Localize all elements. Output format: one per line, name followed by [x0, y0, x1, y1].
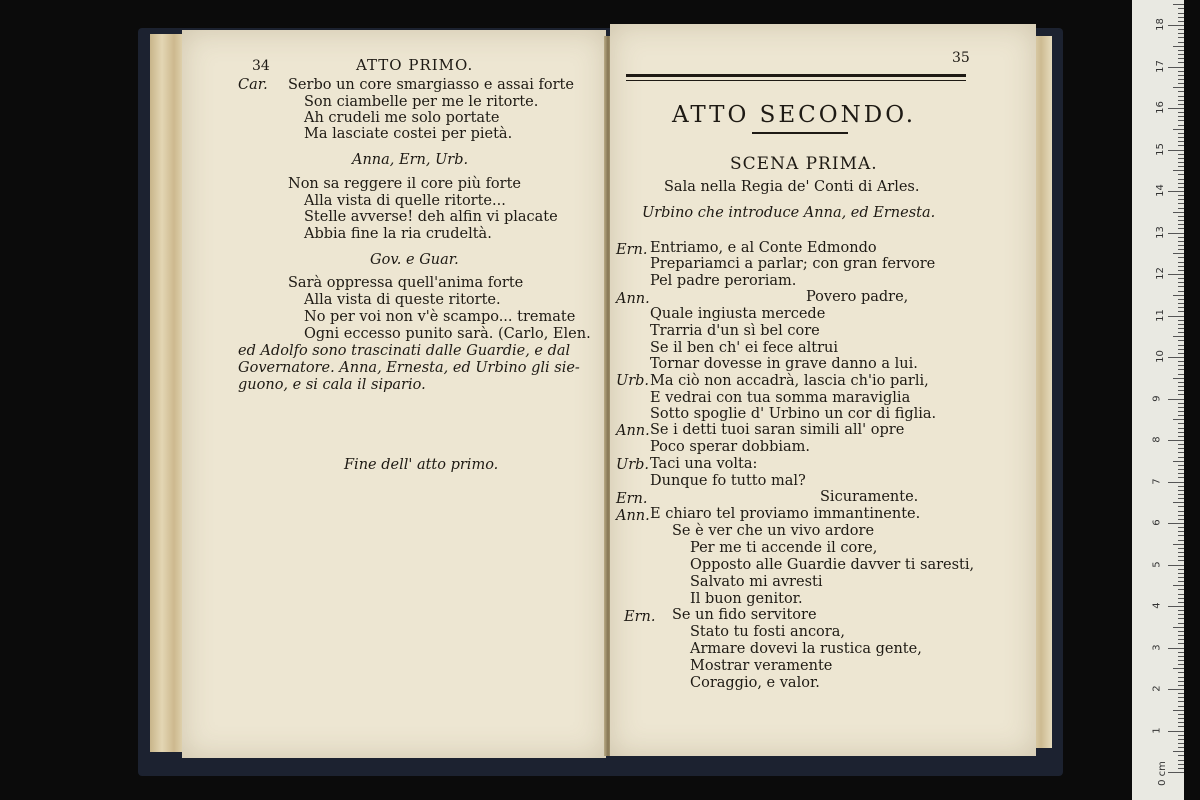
- ruler-tick: [1168, 67, 1184, 68]
- ruler-tick: [1178, 660, 1184, 661]
- ruler-tick: [1178, 477, 1184, 478]
- verse-line: E vedrai con tua somma maraviglia: [650, 390, 911, 406]
- verse-line: Serbo un core smargiasso e assai forte: [288, 77, 574, 93]
- ruler-tick: [1173, 710, 1184, 711]
- verse-line: Povero padre,: [806, 289, 909, 305]
- ruler-tick: [1178, 100, 1184, 101]
- ruler-tick: [1178, 701, 1184, 702]
- ruler-tick: [1178, 241, 1184, 242]
- ruler-tick: [1173, 87, 1184, 88]
- verse-line: Opposto alle Guardie davver ti saresti,: [690, 557, 975, 573]
- verse-line: Salvato mi avresti: [690, 574, 823, 590]
- ruler-tick: [1178, 116, 1184, 117]
- ruler-tick: [1178, 174, 1184, 175]
- ruler-tick: [1178, 75, 1184, 76]
- ruler-tick: [1178, 486, 1184, 487]
- ruler-tick: [1178, 394, 1184, 395]
- ruler-tick: [1178, 29, 1184, 30]
- ruler-tick: [1173, 751, 1184, 752]
- ruler-tick: [1178, 573, 1184, 574]
- ruler-tick: [1178, 33, 1184, 34]
- ruler-tick: [1178, 610, 1184, 611]
- ruler-tick: [1178, 303, 1184, 304]
- ruler-tick: [1178, 739, 1184, 740]
- ruler-tick: [1178, 423, 1184, 424]
- ruler-tick: [1178, 154, 1184, 155]
- ruler-number: 11: [1154, 308, 1166, 322]
- speaker-label: Car.: [238, 77, 268, 93]
- ruler-number: 17: [1154, 59, 1166, 73]
- ruler-tick: [1168, 648, 1184, 649]
- verse-line: Stato tu fosti ancora,: [690, 624, 845, 640]
- ruler-tick: [1178, 158, 1184, 159]
- ruler-tick: [1173, 378, 1184, 379]
- ruler-tick: [1178, 307, 1184, 308]
- ruler-tick: [1178, 332, 1184, 333]
- ruler-tick: [1178, 71, 1184, 72]
- ruler-tick: [1178, 137, 1184, 138]
- ruler-tick: [1178, 345, 1184, 346]
- ruler-tick: [1178, 735, 1184, 736]
- ruler-tick: [1178, 183, 1184, 184]
- ruler-tick: [1168, 316, 1184, 317]
- ruler-tick: [1178, 278, 1184, 279]
- verse-line: Coraggio, e valor.: [690, 675, 820, 691]
- ruler-tick: [1168, 399, 1184, 400]
- ruler-number: 14: [1154, 184, 1166, 197]
- verse-line: Son ciambelle per me le ritorte.: [304, 94, 539, 110]
- ruler-tick: [1168, 357, 1184, 358]
- ruler-tick: [1178, 8, 1184, 9]
- ruler-tick: [1178, 353, 1184, 354]
- ruler-tick: [1178, 452, 1184, 453]
- ruler-tick: [1178, 120, 1184, 121]
- ruler-tick: [1178, 54, 1184, 55]
- ruler-number: 10: [1154, 350, 1166, 363]
- ruler-tick: [1178, 21, 1184, 22]
- ruler-tick: [1178, 457, 1184, 458]
- verse-line: Stelle avverse! deh alfin vi placate: [304, 209, 558, 225]
- ruler-tick: [1168, 108, 1184, 109]
- ruler-tick: [1178, 411, 1184, 412]
- ruler-tick: [1178, 490, 1184, 491]
- verse-line: Alla vista di queste ritorte.: [304, 292, 501, 308]
- ruler-tick: [1178, 432, 1184, 433]
- ruler-tick: [1178, 112, 1184, 113]
- ruler-tick: [1178, 714, 1184, 715]
- ruler-tick: [1168, 565, 1184, 566]
- ruler-tick: [1173, 46, 1184, 47]
- ruler-tick: [1178, 42, 1184, 43]
- ruler-tick: [1173, 4, 1184, 5]
- ruler-tick: [1173, 129, 1184, 130]
- ruler-tick: [1178, 598, 1184, 599]
- speaker-label: Ern.: [624, 609, 656, 625]
- stage-direction: guono, e si cala il sipario.: [238, 377, 426, 393]
- ruler-tick: [1178, 291, 1184, 292]
- ruler-tick: [1178, 623, 1184, 624]
- ruler-tick: [1173, 544, 1184, 545]
- ruler-tick: [1178, 266, 1184, 267]
- ruler-tick: [1178, 203, 1184, 204]
- ruler-number: 7: [1151, 477, 1163, 485]
- ruler-tick: [1178, 237, 1184, 238]
- ruler-tick: [1178, 224, 1184, 225]
- ruler-tick: [1178, 262, 1184, 263]
- ruler-tick: [1178, 166, 1184, 167]
- verse-line: Trarria d'un sì bel core: [650, 323, 820, 339]
- ruler-number: 4: [1151, 602, 1163, 609]
- top-rule: [626, 74, 966, 77]
- measuring-ruler: [1132, 0, 1184, 800]
- verse-line: Prepariamci a parlar; con gran fervore: [650, 256, 936, 272]
- ruler-tick: [1173, 295, 1184, 296]
- ruler-tick: [1178, 726, 1184, 727]
- act-end-note: Fine dell' atto primo.: [344, 457, 499, 473]
- ruler-tick: [1178, 79, 1184, 80]
- ruler-tick: [1178, 718, 1184, 719]
- ruler-tick: [1178, 540, 1184, 541]
- ruler-tick: [1178, 569, 1184, 570]
- verse-line: Poco sperar dobbiam.: [650, 439, 810, 455]
- verse-line: Se è ver che un vivo ardore: [672, 523, 875, 539]
- speaker-heading: Anna, Ern, Urb.: [352, 152, 469, 168]
- ruler-number: 2: [1151, 685, 1163, 692]
- ruler-tick: [1178, 706, 1184, 707]
- ruler-tick: [1168, 523, 1184, 524]
- ruler-tick: [1178, 13, 1184, 14]
- ruler-tick: [1178, 83, 1184, 84]
- verse-line: Taci una volta:: [650, 456, 758, 472]
- ruler-tick: [1178, 50, 1184, 51]
- ruler-tick: [1173, 419, 1184, 420]
- ruler-number: 9: [1151, 394, 1163, 402]
- ruler-tick: [1173, 461, 1184, 462]
- ruler-tick: [1173, 502, 1184, 503]
- verse-line: E chiaro tel proviamo immantinente.: [650, 506, 921, 522]
- ruler-tick: [1178, 407, 1184, 408]
- verse-line: Non sa reggere il core più forte: [288, 176, 521, 192]
- ruler-tick: [1178, 324, 1184, 325]
- ruler-tick: [1178, 768, 1184, 769]
- ruler-tick: [1168, 440, 1184, 441]
- ruler-tick: [1178, 444, 1184, 445]
- ruler-tick: [1178, 428, 1184, 429]
- verse-line: Per me ti accende il core,: [690, 540, 878, 556]
- ruler-unit-label: 0 cm: [1156, 761, 1168, 786]
- page-number-right: 35: [952, 50, 970, 66]
- ruler-number: 5: [1151, 560, 1163, 568]
- ruler-tick: [1178, 693, 1184, 694]
- verse-line: Il buon genitor.: [690, 591, 803, 607]
- ruler-tick: [1178, 498, 1184, 499]
- verse-line: Ah crudeli me solo portate: [304, 110, 500, 126]
- ruler-tick: [1178, 282, 1184, 283]
- verse-line: Ma ciò non accadrà, lascia ch'io parli,: [650, 373, 929, 389]
- ruler-tick: [1178, 664, 1184, 665]
- stage-direction: Urbino che introduce Anna, ed Ernesta.: [642, 205, 936, 221]
- verse-line: Abbia fine la ria crudeltà.: [304, 226, 492, 242]
- ruler-tick: [1178, 199, 1184, 200]
- ruler-tick: [1168, 772, 1184, 773]
- verse-line: Se i detti tuoi saran simili all' opre: [650, 422, 905, 438]
- ruler-tick: [1178, 631, 1184, 632]
- ruler-tick: [1168, 274, 1184, 275]
- ruler-number: 12: [1154, 267, 1166, 280]
- ruler-tick: [1168, 731, 1184, 732]
- title-underline: [752, 132, 848, 134]
- ruler-tick: [1178, 91, 1184, 92]
- ruler-tick: [1178, 104, 1184, 105]
- ruler-tick: [1178, 17, 1184, 18]
- ruler-tick: [1178, 515, 1184, 516]
- ruler-tick: [1178, 403, 1184, 404]
- scene-title: SCENA PRIMA.: [730, 154, 878, 174]
- ruler-tick: [1178, 125, 1184, 126]
- verse-line: Pel padre peroriam.: [650, 273, 797, 289]
- ruler-number: 8: [1151, 436, 1163, 443]
- top-rule-thin: [626, 80, 966, 81]
- verse-line: Armare dovevi la rustica gente,: [690, 641, 922, 657]
- ruler-tick: [1178, 141, 1184, 142]
- speaker-label: Ann.: [616, 291, 650, 307]
- ruler-tick: [1168, 606, 1184, 607]
- ruler-tick: [1178, 643, 1184, 644]
- ruler-tick: [1178, 228, 1184, 229]
- ruler-tick: [1178, 208, 1184, 209]
- ruler-tick: [1178, 560, 1184, 561]
- verse-line: Ogni eccesso punito sarà. (Carlo, Elen.: [304, 326, 591, 342]
- ruler-tick: [1178, 677, 1184, 678]
- ruler-tick: [1178, 681, 1184, 682]
- ruler-tick: [1178, 652, 1184, 653]
- ruler-tick: [1178, 473, 1184, 474]
- ruler-tick: [1178, 548, 1184, 549]
- speaker-label: Ann.: [616, 508, 650, 524]
- ruler-tick: [1173, 668, 1184, 669]
- ruler-tick: [1178, 697, 1184, 698]
- act-title: ATTO SECONDO.: [672, 102, 917, 128]
- ruler-tick: [1178, 340, 1184, 341]
- speaker-label: Ern.: [616, 242, 648, 258]
- ruler-tick: [1178, 162, 1184, 163]
- ruler-tick: [1178, 245, 1184, 246]
- speaker-label: Ern.: [616, 491, 648, 507]
- ruler-tick: [1178, 764, 1184, 765]
- ruler-tick: [1178, 58, 1184, 59]
- scene-setting: Sala nella Regia de' Conti di Arles.: [664, 179, 920, 195]
- ruler-tick: [1178, 187, 1184, 188]
- ruler-tick: [1178, 386, 1184, 387]
- ruler-tick: [1168, 689, 1184, 690]
- ruler-tick: [1168, 233, 1184, 234]
- left-page: [182, 30, 606, 758]
- ruler-tick: [1178, 349, 1184, 350]
- verse-line: Mostrar veramente: [690, 658, 833, 674]
- ruler-tick: [1173, 336, 1184, 337]
- ruler-tick: [1178, 249, 1184, 250]
- running-head: ATTO PRIMO.: [356, 56, 474, 74]
- ruler-tick: [1178, 747, 1184, 748]
- ruler-tick: [1178, 62, 1184, 63]
- ruler-tick: [1178, 494, 1184, 495]
- ruler-tick: [1178, 382, 1184, 383]
- page-number-left: 34: [252, 58, 270, 74]
- ruler-tick: [1178, 618, 1184, 619]
- ruler-tick: [1178, 556, 1184, 557]
- ruler-tick: [1178, 365, 1184, 366]
- ruler-number: 16: [1154, 101, 1166, 114]
- ruler-tick: [1168, 150, 1184, 151]
- ruler-tick: [1178, 531, 1184, 532]
- ruler-number: 18: [1154, 18, 1166, 31]
- ruler-tick: [1168, 25, 1184, 26]
- ruler-tick: [1178, 552, 1184, 553]
- ruler-tick: [1178, 577, 1184, 578]
- verse-line: Sicuramente.: [820, 489, 919, 505]
- ruler-tick: [1178, 390, 1184, 391]
- ruler-tick: [1178, 361, 1184, 362]
- ruler-tick: [1178, 270, 1184, 271]
- verse-line: Tornar dovesse in grave danno a lui.: [650, 356, 918, 372]
- stage-direction: ed Adolfo sono trascinati dalle Guardie, e dal: [238, 343, 571, 359]
- verse-line: Sotto spoglie d' Urbino un cor di figlia.: [650, 406, 937, 422]
- ruler-tick: [1178, 179, 1184, 180]
- verse-line: Dunque fo tutto mal?: [650, 473, 806, 489]
- ruler-tick: [1178, 37, 1184, 38]
- ruler-tick: [1178, 328, 1184, 329]
- ruler-tick: [1178, 257, 1184, 258]
- ruler-tick: [1173, 253, 1184, 254]
- verse-line: Alla vista di quelle ritorte...: [304, 193, 506, 209]
- ruler-tick: [1178, 436, 1184, 437]
- page-edges-left: [150, 34, 186, 752]
- ruler-tick: [1168, 191, 1184, 192]
- stage-direction: Governatore. Anna, Ernesta, ed Urbino gli sie-: [238, 360, 580, 376]
- speaker-label: Urb.: [616, 457, 650, 473]
- ruler-tick: [1178, 589, 1184, 590]
- ruler-tick: [1178, 602, 1184, 603]
- ruler-tick: [1178, 415, 1184, 416]
- ruler-tick: [1178, 469, 1184, 470]
- ruler-tick: [1178, 594, 1184, 595]
- ruler-tick: [1178, 535, 1184, 536]
- ruler-tick: [1173, 212, 1184, 213]
- ruler-number: 6: [1151, 519, 1163, 526]
- ruler-number: 13: [1154, 225, 1166, 239]
- ruler-number: 15: [1154, 142, 1166, 156]
- ruler-tick: [1178, 614, 1184, 615]
- speaker-label: Urb.: [616, 373, 650, 389]
- ruler-tick: [1178, 755, 1184, 756]
- verse-line: Quale ingiusta mercede: [650, 306, 826, 322]
- ruler-tick: [1178, 374, 1184, 375]
- ruler-tick: [1178, 685, 1184, 686]
- verse-line: Ma lasciate costei per pietà.: [304, 126, 513, 142]
- ruler-tick: [1178, 581, 1184, 582]
- ruler-tick: [1178, 635, 1184, 636]
- ruler-tick: [1178, 145, 1184, 146]
- ruler-tick: [1178, 369, 1184, 370]
- ruler-tick: [1178, 639, 1184, 640]
- ruler-tick: [1178, 216, 1184, 217]
- ruler-tick: [1173, 585, 1184, 586]
- ruler-tick: [1168, 482, 1184, 483]
- ruler-tick: [1178, 195, 1184, 196]
- verse-line: Entriamo, e al Conte Edmondo: [650, 240, 877, 256]
- ruler-tick: [1178, 511, 1184, 512]
- ruler-tick: [1173, 170, 1184, 171]
- ruler-tick: [1178, 506, 1184, 507]
- ruler-tick: [1178, 220, 1184, 221]
- verse-line: Se il ben ch' ei fece altrui: [650, 340, 838, 356]
- ruler-tick: [1178, 320, 1184, 321]
- ruler-tick: [1178, 672, 1184, 673]
- ruler-tick: [1178, 133, 1184, 134]
- ruler-tick: [1178, 519, 1184, 520]
- ruler-tick: [1178, 311, 1184, 312]
- verse-line: No per voi non v'è scampo... tremate: [304, 309, 576, 325]
- ruler-tick: [1178, 465, 1184, 466]
- ruler-tick: [1178, 96, 1184, 97]
- ruler-tick: [1178, 656, 1184, 657]
- right-page: [610, 24, 1036, 756]
- ruler-tick: [1173, 627, 1184, 628]
- ruler-tick: [1178, 527, 1184, 528]
- verse-line: Se un fido servitore: [672, 607, 817, 623]
- ruler-number: 1: [1151, 726, 1163, 734]
- ruler-tick: [1178, 760, 1184, 761]
- ruler-tick: [1178, 299, 1184, 300]
- ruler-tick: [1178, 286, 1184, 287]
- verse-line: Sarà oppressa quell'anima forte: [288, 275, 524, 291]
- ruler-tick: [1178, 722, 1184, 723]
- ruler-number: 3: [1151, 643, 1163, 651]
- ruler-tick: [1178, 743, 1184, 744]
- ruler-tick: [1178, 448, 1184, 449]
- speaker-heading: Gov. e Guar.: [370, 252, 459, 268]
- speaker-label: Ann.: [616, 423, 650, 439]
